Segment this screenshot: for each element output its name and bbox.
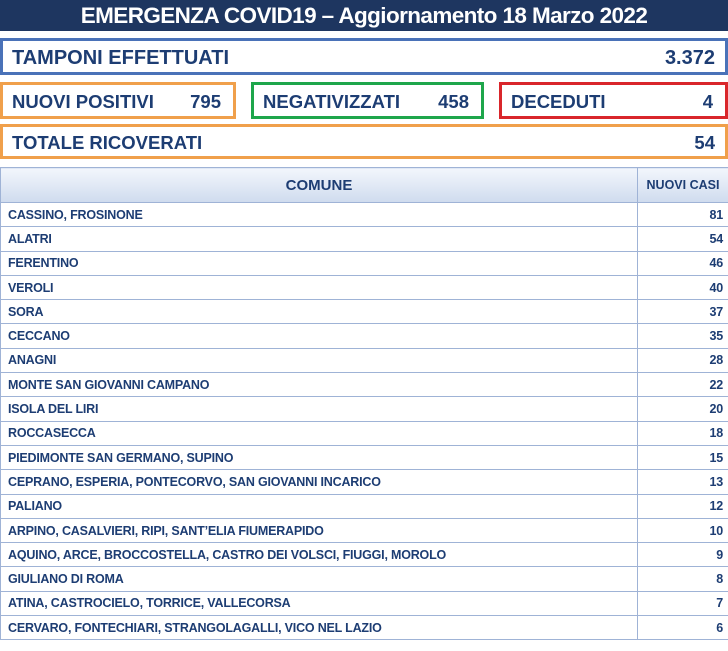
positivi-value: 795 [190,91,221,112]
comune-cell: VEROLI [1,275,638,299]
column-header-comune: COMUNE [1,168,638,203]
table-row [1,203,728,227]
nuovi-casi-cell: 35 [638,324,728,348]
comune-cell: AQUINO, ARCE, BROCCOSTELLA, CASTRO DEI VOLSCI, FIUGGI, MOROLO [1,543,638,567]
table-row [1,300,728,324]
comune-cell: SORA [1,300,638,324]
ricoverati-label: TOTALE RICOVERATI [12,132,203,153]
table-row [1,373,728,397]
nuovi-casi-cell: 37 [638,300,728,324]
negativizzati-box [251,82,484,119]
comune-cell: PIEDIMONTE SAN GERMANO, SUPINO [1,445,638,469]
nuovi-casi-cell: 40 [638,275,728,299]
table-row [1,324,728,348]
comune-cell: ALATRI [1,227,638,251]
comune-cell: ISOLA DEL LIRI [1,397,638,421]
column-header-nuovi-casi: NUOVI CASI [638,168,728,203]
table-row [1,227,728,251]
nuovi-casi-cell: 15 [638,445,728,469]
table-row [1,251,728,275]
comune-cell: PALIANO [1,494,638,518]
tamponi-label: TAMPONI EFFETTUATI [12,47,230,69]
tamponi-value: 3.372 [664,47,715,69]
nuovi-casi-cell: 54 [638,227,728,251]
table-row [1,397,728,421]
positivi-box [0,82,236,119]
cases-table [0,167,728,640]
nuovi-casi-cell: 46 [638,251,728,275]
table-row [1,445,728,469]
nuovi-casi-cell: 81 [638,203,728,227]
table-row [1,543,728,567]
table-row [1,275,728,299]
comune-cell: CEPRANO, ESPERIA, PONTECORVO, SAN GIOVANNI INCARICO [1,470,638,494]
comune-cell: CERVARO, FONTECHIARI, STRANGOLAGALLI, VICO NEL LAZIO [1,616,638,640]
comune-cell: ANAGNI [1,348,638,372]
comune-cell: FERENTINO [1,251,638,275]
comune-cell: CASSINO, FROSINONE [1,203,638,227]
deceduti-value: 4 [702,91,713,112]
comune-cell: ARPINO, CASALVIERI, RIPI, SANT’ELIA FIUMERAPIDO [1,518,638,542]
ricoverati-value: 54 [694,132,715,153]
table-row [1,567,728,591]
nuovi-casi-cell: 7 [638,591,728,615]
table-row [1,591,728,615]
nuovi-casi-cell: 13 [638,470,728,494]
tamponi-box [0,38,728,75]
comune-cell: ATINA, CASTROCIELO, TORRICE, VALLECORSA [1,591,638,615]
table-row [1,348,728,372]
table-row [1,518,728,542]
nuovi-casi-cell: 20 [638,397,728,421]
nuovi-casi-cell: 28 [638,348,728,372]
ricoverati-box [0,124,728,159]
deceduti-label: DECEDUTI [511,91,606,112]
nuovi-casi-cell: 8 [638,567,728,591]
nuovi-casi-cell: 9 [638,543,728,567]
nuovi-casi-cell: 12 [638,494,728,518]
nuovi-casi-cell: 18 [638,421,728,445]
page-title: EMERGENZA COVID19 – Aggiornamento 18 Marzo 2022 [0,0,728,31]
table-header-row [1,168,728,203]
positivi-label: NUOVI POSITIVI [12,91,154,112]
nuovi-casi-cell: 22 [638,373,728,397]
comune-cell: ROCCASECCA [1,421,638,445]
comune-cell: MONTE SAN GIOVANNI CAMPANO [1,373,638,397]
table-row [1,494,728,518]
nuovi-casi-cell: 6 [638,616,728,640]
deceduti-box [499,82,728,119]
table-row [1,470,728,494]
negativizzati-label: NEGATIVIZZATI [263,91,401,112]
comune-cell: GIULIANO DI ROMA [1,567,638,591]
table-row [1,616,728,640]
negativizzati-value: 458 [438,91,469,112]
nuovi-casi-cell: 10 [638,518,728,542]
comune-cell: CECCANO [1,324,638,348]
table-row [1,421,728,445]
